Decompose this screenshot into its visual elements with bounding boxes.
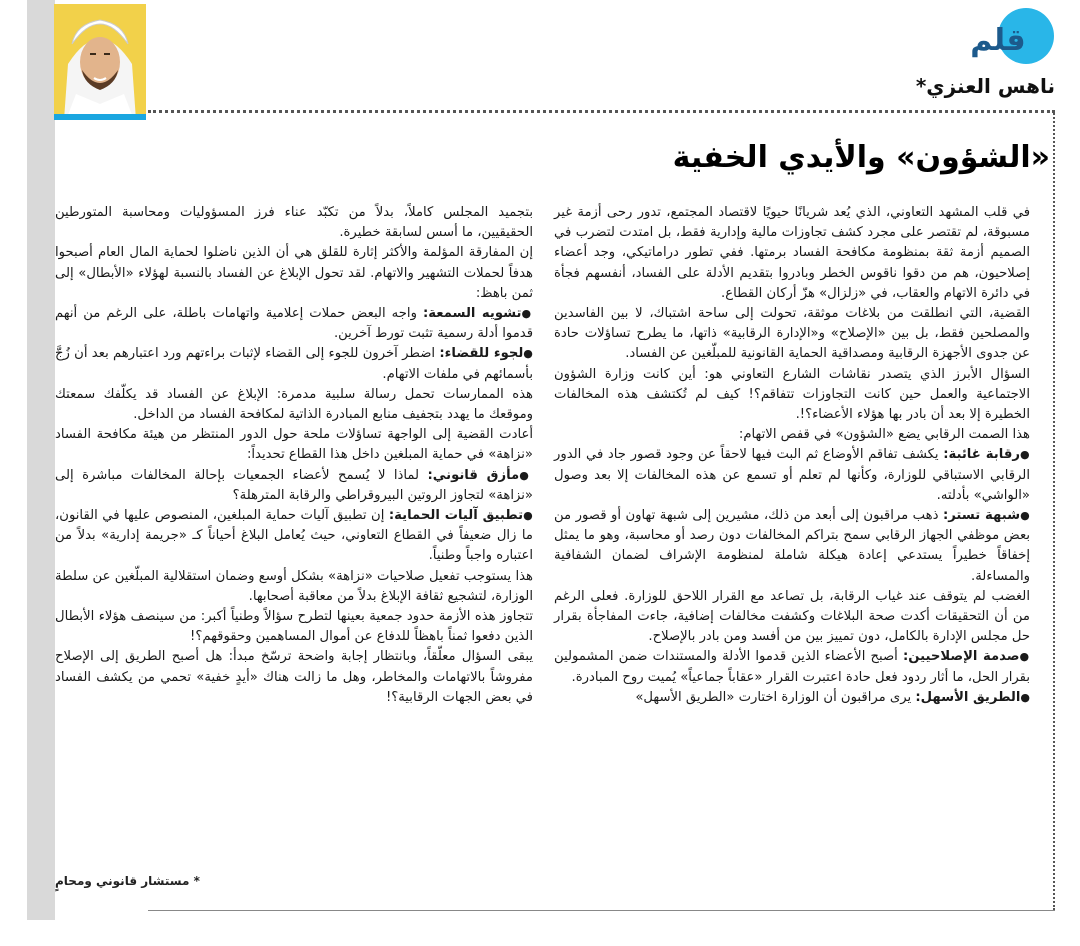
article-paragraph <box>55 344 533 384</box>
logo-text: قلم <box>970 23 1026 58</box>
author-signature: * مستشار قانوني ومحامٍ <box>55 874 200 888</box>
article-paragraph <box>554 445 1030 506</box>
article-paragraph <box>554 304 1030 365</box>
paragraph-text: واجه البعض حملات إعلامية واتهامات باطلة، على الرغم من أنهم قدموا أدلة رسمية تثبت تورط آخرين. <box>55 306 533 342</box>
paragraph-text: أعادت القضية إلى الواجهة تساؤلات ملحة حول الدور المنتظر من هيئة مكافحة الفساد «نزاهة» في حماية المبلغين داخل هذا القطاع تحديداً: <box>55 427 533 463</box>
article-paragraph <box>55 567 533 607</box>
qalam-logo-icon <box>944 6 1054 64</box>
paragraph-text: أصبح الأعضاء الذين قدموا الأدلة والمستندات ضمن المشمولين بقرار الحل، ما أثار ردود فعل حادة اعتبرت القرار «عقاباً جماعياً» يُميت روح المبادرة. <box>554 649 1030 685</box>
article-paragraph <box>554 688 1030 708</box>
paragraph-text: يرى مراقبون أن الوزارة اختارت «الطريق الأسهل» <box>635 689 916 705</box>
paragraph-text: هذا الصمت الرقابي يضع «الشؤون» في قفص الاتهام: <box>738 427 1030 443</box>
article-paragraph <box>55 243 533 304</box>
article-paragraph <box>55 304 533 344</box>
article-paragraph <box>554 203 1030 304</box>
author-name: ناهس العنزي* <box>915 74 1055 98</box>
paragraph-lead: مأزق قانوني: <box>427 467 520 483</box>
paragraph-text: ذهب مراقبون إلى أبعد من ذلك، مشيرين إلى شبهة تهاون أو قصور من بعض موظفي الجهاز الرقابي سمح بتراكم المخالفات دون رصد أو محاسبة، وهو ما يمثل إخفاقاً خطيراً يستدعي إعادة هيكلة شاملة لمنظومة الإشراف لضمان الشفافية والمساءلة. <box>554 508 1030 584</box>
article-column-left <box>55 203 533 708</box>
footer-divider <box>148 910 1055 911</box>
paragraph-lead: شبهة تستر: <box>942 508 1021 524</box>
article-paragraph <box>554 365 1030 426</box>
article-paragraph <box>55 425 533 465</box>
paragraph-text: اضطر آخرون للجوء إلى القضاء لإثبات براءتهم ورد اعتبارهم بعد أن زُجَّ بأسمائهم في ملفات الاتهام. <box>55 346 533 382</box>
article-paragraph <box>55 385 533 425</box>
article-title: «الشؤون» والأيدي الخفية <box>672 140 1050 175</box>
article-paragraph <box>55 203 533 243</box>
paragraph-text: يكشف تفاقم الأوضاع ثم البت فيها لاحقاً عن وجود قصور جاد في الدور الرقابي الاستباقي للوزارة، وكأنها لم تعلم أو تسمع عن هذه المخالفات إلا بعد وصول «الواشي» بأدلته. <box>554 447 1030 503</box>
header-divider <box>148 110 1055 113</box>
paragraph-text: لماذا لا يُسمح لأعضاء الجمعيات بإحالة المخالفات مباشرة إلى «نزاهة» لتجاوز الروتين البيروقراطي والرقابة المترهلة؟ <box>55 467 533 503</box>
paragraph-text: هذه الممارسات تحمل رسالة سلبية مدمرة: الإبلاغ عن الفساد قد يكلّفك سمعتك وموقعك ما يهدد بتجفيف منابع المبادرة الذاتية لمكافحة الفساد من الداخل. <box>55 386 533 423</box>
right-border <box>1053 110 1055 910</box>
paragraph-text: القضية، التي انطلقت من بلاغات موثقة، تحولت إلى ساحة اشتباك، لا بين الفاسدين والمصلحين فقط، بل بين «الإصلاح» و«الإدارة الرقابية» ذاتها، ما يطرح تساؤلات حادة عن جدوى الأجهزة الرقابية ومصداقية الحماية القانونية للمبلّغين عن الفساد. <box>554 306 1030 362</box>
article-paragraph <box>554 587 1030 648</box>
paragraph-text: في قلب المشهد التعاوني، الذي يُعد شريانًا حيويًا لاقتصاد المجتمع، تدور رحى أزمة غير مسبوقة، لم تقتصر على مجرد كشف تجاوزات مالية وإدارية فقط، بل امتدت لتضرب في الصميم أزمة ثقة بمنظومة مكافحة الفساد برمتها. ففي تطور دراماتيكي، وجد أعضاء إصلاحيون، هم من دقوا ناقوس الخطر وبادروا بتقديم الأدلة على الفساد، أنفسهم فجأة في دائرة الاتهام والعقاب، في «زلزال» هزّ أركان القطاع. <box>554 205 1030 301</box>
paragraph-text: الغضب لم يتوقف عند غياب الرقابة، بل تصاعد مع القرار اللاحق للوزارة. فعلى الرغم من أن التحقيقات أكدت صحة البلاغات وكشفت مخالفات إضافية، جاءت المفاجأة بقرار حل مجلس الإدارة بالكامل، دون تمييز بين من أفسد ومن بادر بالإصلاح. <box>554 588 1030 645</box>
paragraph-lead: الطريق الأسهل: <box>915 689 1021 705</box>
paragraph-text: تتجاوز هذه الأزمة حدود جمعية بعينها لتطرح سؤالاً وطنياً أكبر: من سينصف هؤلاء الأبطال الذين دفعوا ثمناً باهظاً للدفاع عن أموال المساهمين وحقوقهم؟! <box>55 609 533 645</box>
page-margin-strip <box>27 0 55 920</box>
paragraph-text: يبقى السؤال معلّقاً، وبانتظار إجابة واضحة ترسّخ مبدأ: هل أصبح الطريق إلى الإصلاح مفروشاً بالاتهامات والمخاطر، وهل ما زالت هناك «أيدٍ خفية» تحمي من يكشف الفساد في بعض الجهات الرقابية؟! <box>55 649 533 705</box>
paragraph-lead: صدمة الإصلاحيين: <box>902 649 1020 665</box>
article-paragraph <box>55 466 533 506</box>
paragraph-lead: رقابة غائبة: <box>943 447 1020 463</box>
paragraph-text: إن تطبيق آليات حماية المبلغين، المنصوص عليها في القانون، ما زال ضعيفاً في القطاع التعاوني، حيث يُعامل البلاغ أحياناً كـ «جريمة إدارية» بدلاً من اعتباره واجباً وطنياً. <box>55 508 533 564</box>
author-portrait-icon <box>54 4 146 120</box>
paragraph-lead: تطبيق آليات الحماية: <box>388 508 524 524</box>
paragraph-text: إن المفارقة المؤلمة والأكثر إثارة للقلق هي أن الذين ناضلوا لحماية المال العام أصبحوا هدفاً لحملات التشهير والاتهام. لقد تحول الإبلاغ عن الفساد بالنسبة لهؤلاء «الأبطال» إلى ثمن باهظ: <box>55 245 533 301</box>
paragraph-lead: لجوء للقضاء: <box>439 346 524 362</box>
article-paragraph <box>55 647 533 708</box>
author-photo <box>54 4 146 120</box>
photo-accent-band <box>54 114 146 120</box>
article-column-right <box>554 203 1030 708</box>
column-logo <box>944 6 1054 64</box>
article-paragraph <box>554 506 1030 587</box>
paragraph-text: بتجميد المجلس كاملاً، بدلاً من تكبّد عناء فرز المسؤوليات ومحاسبة المتورطين الحقيقيين، ما أسس لسابقة خطيرة. <box>55 205 533 241</box>
paragraph-text: السؤال الأبرز الذي يتصدر نقاشات الشارع التعاوني هو: أين كانت وزارة الشؤون الاجتماعية والعمل حين كانت التجاوزات تتفاقم؟! كيف لم تُكتشف هذه المخالفات الخطيرة إلا بعد أن بادر بها هؤلاء الأعضاء؟!. <box>554 366 1030 423</box>
article-paragraph <box>554 425 1030 445</box>
article-paragraph <box>55 506 533 567</box>
paragraph-lead: تشويه السمعة: <box>423 306 522 322</box>
article-paragraph <box>554 647 1030 687</box>
paragraph-text: هذا يستوجب تفعيل صلاحيات «نزاهة» بشكل أوسع وضمان استقلالية المبلّغين عن سلطة الوزارة، لتشجيع ثقافة الإبلاغ بدلاً من معاقبة أصحابها. <box>55 568 533 604</box>
article-paragraph <box>55 607 533 647</box>
